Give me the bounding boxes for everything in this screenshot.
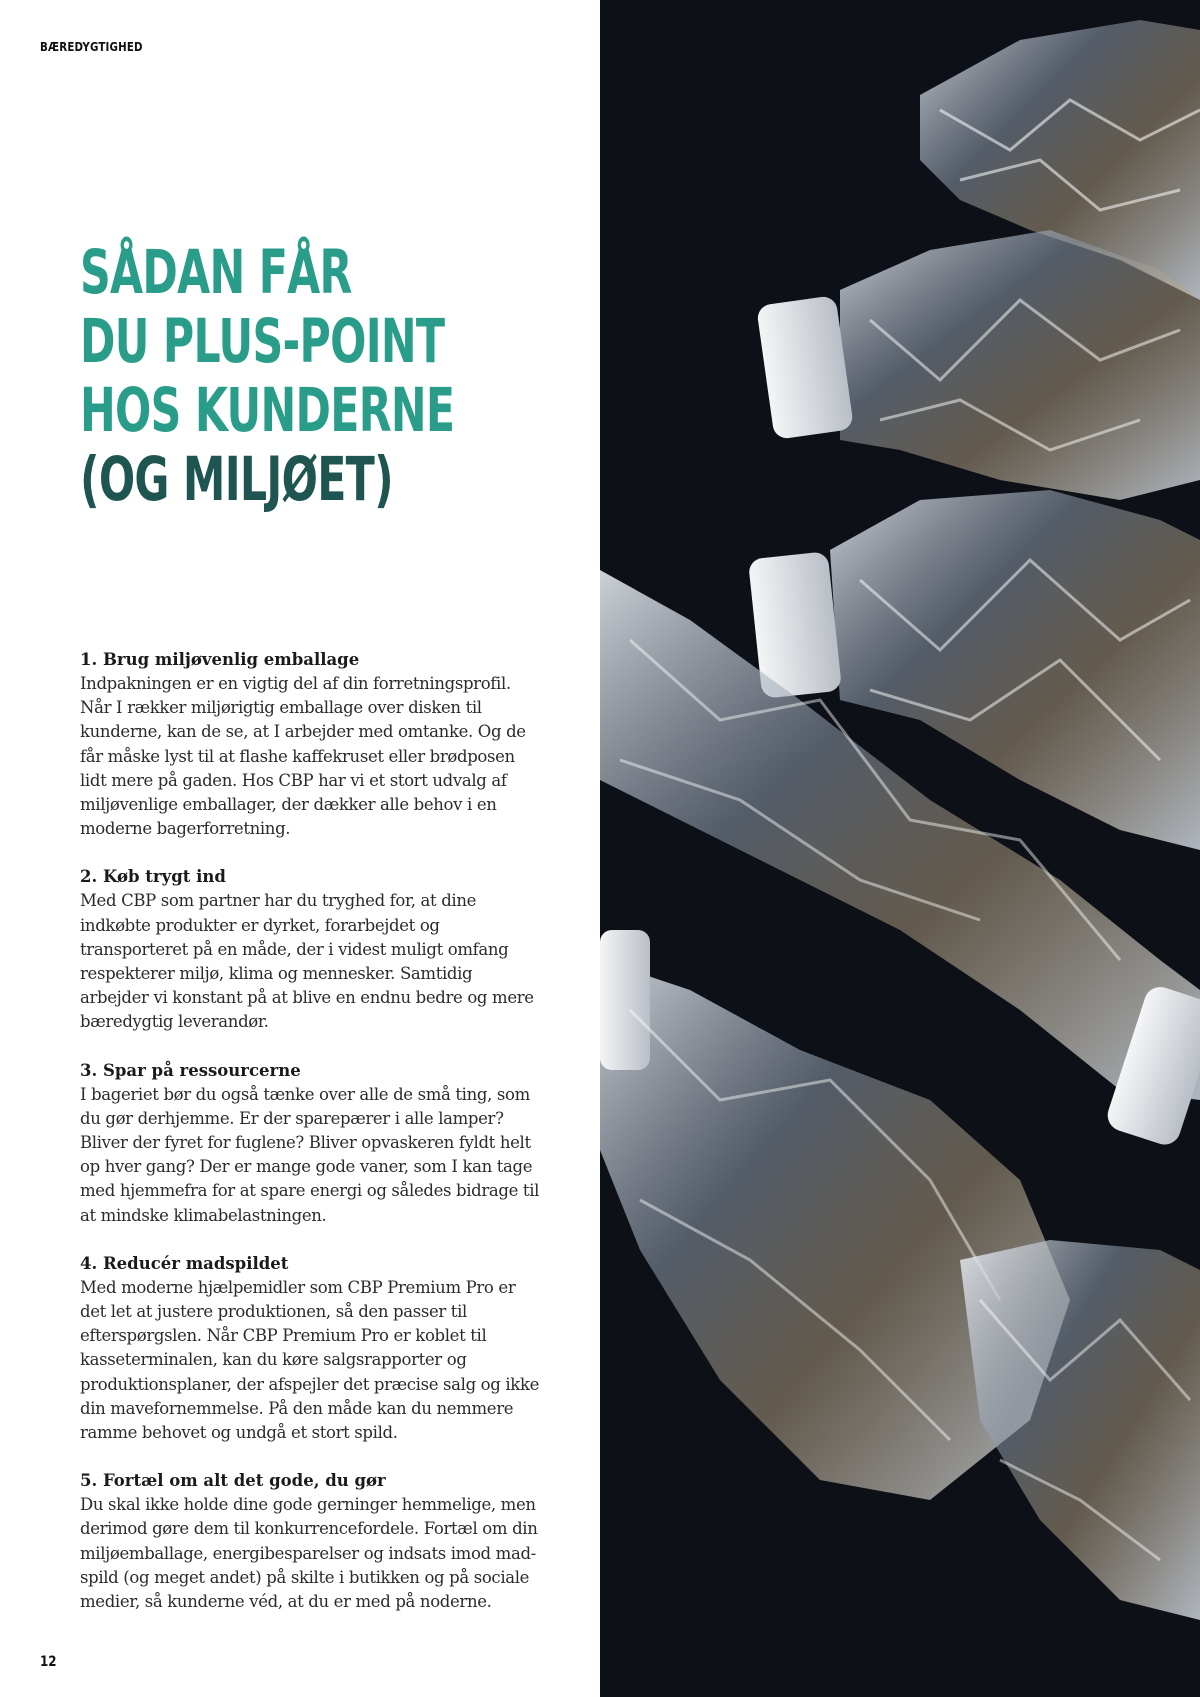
article-body xyxy=(80,648,540,1638)
tip-title: 3. Spar på ressourcerne xyxy=(80,1060,301,1080)
headline-line-2: DU PLUS-POINT xyxy=(80,306,445,377)
tip-title: 2. Køb trygt ind xyxy=(80,867,226,887)
tip-text: I bageriet bør du også tænke over alle de små ting, som du gør derhjemme. Er der sparepærer i alle lamper? Bliver der fyret for fuglene? Bliver opvaskeren fyldt helt op hver gang? Der er mange gode vaner, som I kan tage med hjemmefra for at spare energi og således bidrage til at mindske klimabelastningen. xyxy=(80,1084,540,1225)
tip-item xyxy=(80,1469,540,1614)
page-number: 12 xyxy=(40,1654,57,1670)
tip-item xyxy=(80,1252,540,1445)
tip-title: 4. Reducér madspildet xyxy=(80,1253,289,1273)
tip-title: 5. Fortæl om alt det gode, du gør xyxy=(80,1471,386,1491)
tip-item xyxy=(80,648,540,841)
tip-item xyxy=(80,1059,540,1228)
tip-text: Indpakningen er en vigtig del af din forretningsprofil. Når I rækker miljørigtig emballage over disken til kunderne, kan de se, at I arbejder med omtanke. Og de får måske lyst til at flashe kaffekruset eller brødposen lidt mere på gaden. Hos CBP har vi et stort udvalg af miljøvenlige emballager, der dækker alle behov i en moderne bagerforretning. xyxy=(80,674,526,839)
section-label: BÆREDYGTIGHED xyxy=(40,39,143,54)
tip-title: 1. Brug miljøvenlig emballage xyxy=(80,650,360,669)
crushed-bottles-illustration xyxy=(600,0,1200,1697)
tip-text: Du skal ikke holde dine gode gerninger hemmelige, men derimod gøre dem til konkurrencefordele. Fortæl om din miljøemballage, energibesparelser og indsats imod mad-spild (og meget andet) på skilte i butikken og på sociale medier, så kunderne véd, at du er med på noderne. xyxy=(80,1495,538,1612)
tip-text: Med CBP som partner har du tryghed for, at dine indkøbte produkter er dyrket, forarbejdet og transporteret på en måde, der i videst muligt omfang respekterer miljø, klima og mennesker. Samtidig arbejder vi konstant på at blive en endnu bedre og mere bæredygtig leverandør. xyxy=(80,891,534,1032)
headline-emphasis: (OG MILJØET) xyxy=(80,444,393,515)
headline-line-1: SÅDAN FÅR xyxy=(80,237,352,308)
headline xyxy=(80,238,615,514)
tip-text: Med moderne hjælpemidler som CBP Premium Pro er det let at justere produktionen, så den passer til efterspørgslen. Når CBP Premium Pro er koblet til kasseterminalen, kan du køre salgsrapporter og produktionsplaner, der afspejler det præcise salg og ikke din mavefornemmelse. På den måde kan du nemmere ramme behovet og undgå et stort spild. xyxy=(80,1277,540,1443)
tip-item xyxy=(80,865,540,1034)
headline-line-3: HOS KUNDERNE xyxy=(80,375,455,446)
photo-plastic-bottles xyxy=(600,0,1200,1697)
